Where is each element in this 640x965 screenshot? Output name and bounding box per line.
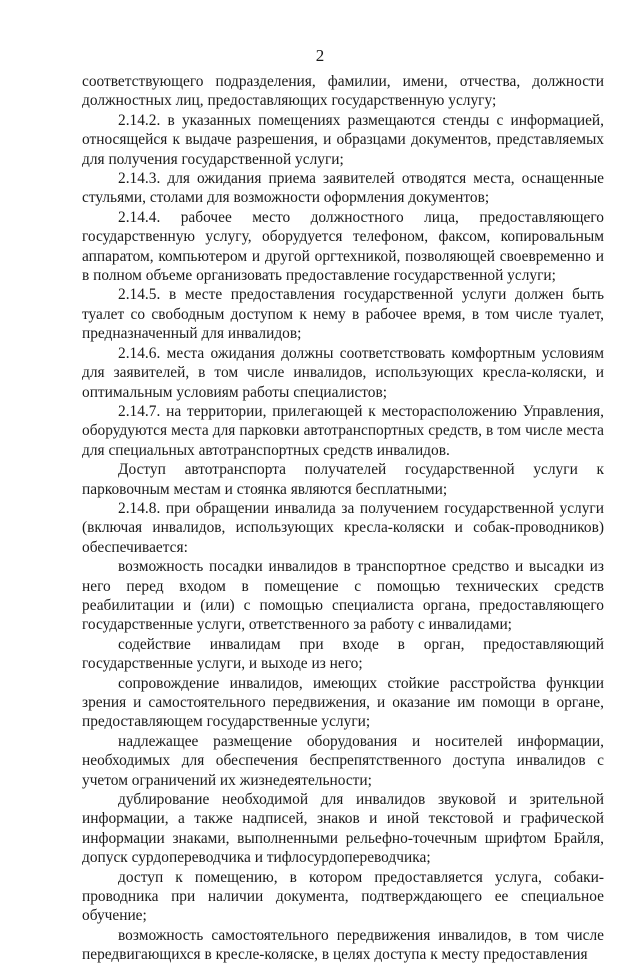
list-item-boarding: возможность посадки инвалидов в транспортное средство и высадки из него перед входом в помещение с помощью технических средств реабилитации и (или) с помощью специалиста органа, предоставляющего государственные услуги, ответственного за работу с инвалидами;: [82, 558, 604, 634]
list-item-escort: сопровождение инвалидов, имеющих стойкие расстройства функции зрения и самостоятельного передвижения, и оказание им помощи в органе, предоставляющем государственные услуги;: [82, 674, 604, 731]
paragraph-2-14-4: 2.14.4. рабочее место должностного лица, предоставляющего государственную услугу, оборудуется телефоном, факсом, копировальным аппаратом, компьютером и другой оргтехникой, позволяющей своевременно и в полном объеме организовать предоставление государственной услуги;: [82, 208, 604, 285]
paragraph-continuation: соответствующего подразделения, фамилии, имени, отчества, должности должностных лиц, предоставляющих государственную услугу;: [82, 73, 604, 110]
paragraph-2-14-2: 2.14.2. в указанных помещениях размещаются стенды с информацией, относящейся к выдаче разрешения, и образцами документов, представляемых для получения государственной услуги;: [82, 111, 604, 168]
paragraph-2-14-8: 2.14.8. при обращении инвалида за получением государственной услуги (включая инвалидов, использующих кресла-коляски и собак-проводников) обеспечивается:: [82, 499, 604, 556]
list-item-independent-movement: возможность самостоятельного передвижения инвалидов, в том числе передвигающихся в кресле-коляске, в целях доступа к месту предоставления: [82, 926, 604, 964]
paragraph-2-14-6: 2.14.6. места ожидания должны соответствовать комфортным условиям для заявителей, в том числе инвалидов, использующих кресла-коляски, и оптимальным условиям работы специалистов;: [82, 344, 604, 401]
list-item-entry-assistance: содействие инвалидам при входе в орган, предоставляющий государственные услуги, и выходе из него;: [82, 635, 604, 673]
paragraph-2-14-7: 2.14.7. на территории, прилегающей к месторасположению Управления, оборудуются места для парковки автотранспортных средств, в том числе места для специальных автотранспортных средств инвалидов.: [82, 402, 604, 459]
list-item-equipment-placement: надлежащее размещение оборудования и носителей информации, необходимых для обеспечения беспрепятственного доступа инвалидов с учетом ограничений их жизнедеятельности;: [82, 732, 604, 789]
paragraph-parking-access: Доступ автотранспорта получателей государственной услуги к парковочным местам и стоянка являются бесплатными;: [82, 461, 604, 498]
paragraph-2-14-5: 2.14.5. в месте предоставления государственной услуги должен быть туалет со свободным доступом к нему в рабочее время, в том числе туалет, предназначенный для инвалидов;: [82, 286, 604, 343]
list-item-guide-dog-access: доступ к помещению, в котором предоставляется услуга, собаки-проводника при наличии документа, подтверждающего ее специальное обучение;: [82, 868, 604, 925]
page-number: 2: [315, 46, 325, 65]
document-body: [82, 72, 604, 965]
paragraph-2-14-3: 2.14.3. для ожидания приема заявителей отводятся места, оснащенные стульями, столами для возможности оформления документов;: [82, 170, 604, 207]
list-item-information-duplication: дублирование необходимой для инвалидов звуковой и зрительной информации, а также надписей, знаков и иной текстовой и графической информации знаками, выполненными рельефно-точечным шрифтом Брайля, допуск сурдопереводчика и тифлосурдопереводчика;: [82, 791, 604, 867]
